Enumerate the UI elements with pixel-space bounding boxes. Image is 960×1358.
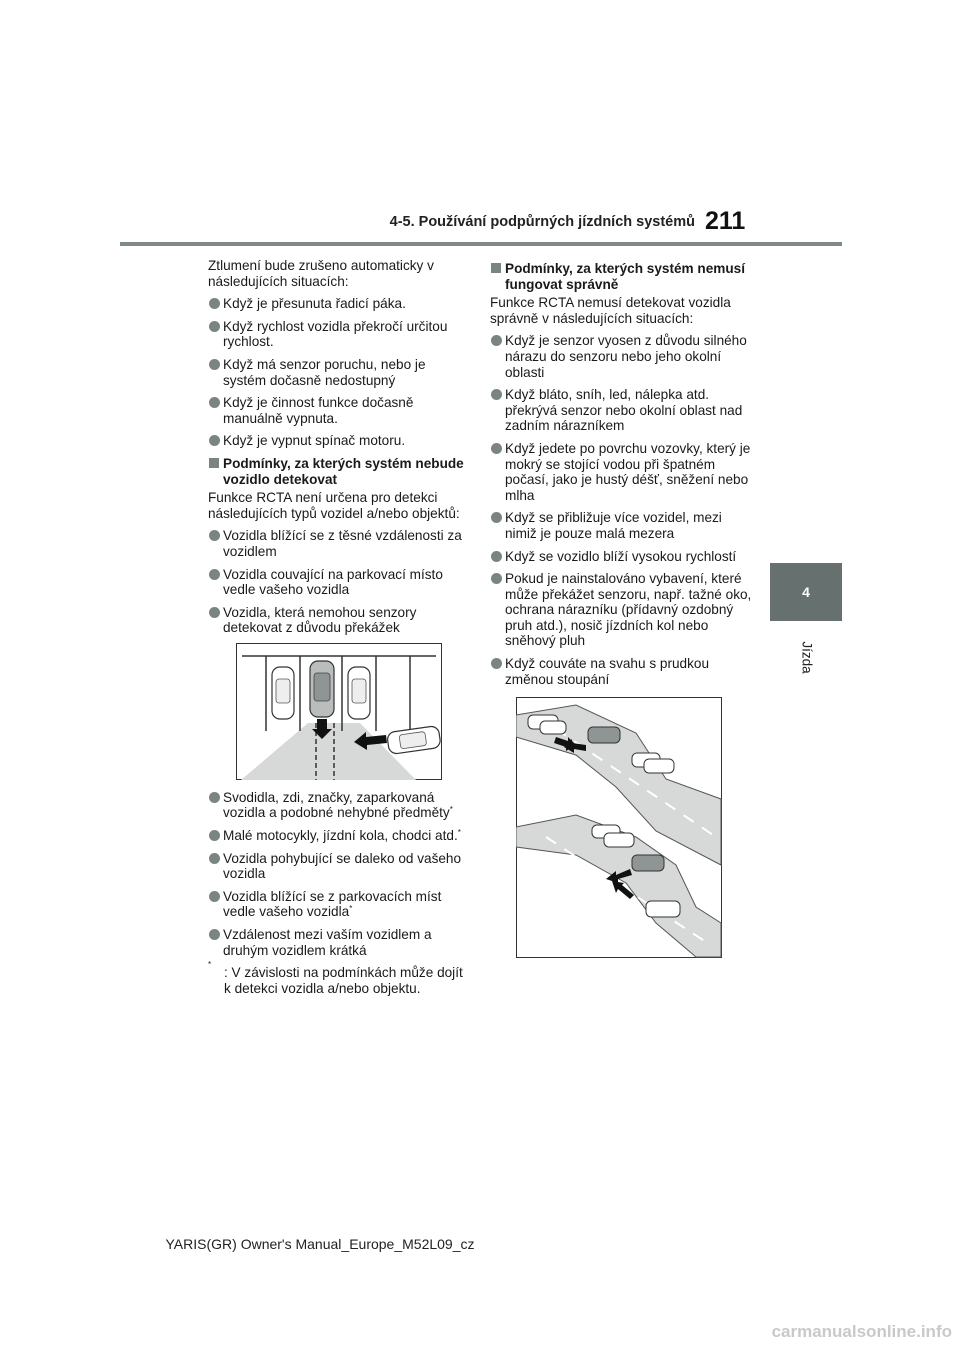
bullet-dot-icon (491, 658, 502, 669)
list-item: Vozidla blížící se z parkovacích míst vedle vašeho vozidla* (208, 889, 468, 920)
list-item: Malé motocykly, jízdní kola, chodci atd.* (208, 828, 468, 844)
bullet-dot-icon (209, 321, 220, 332)
square-bullet-icon (491, 263, 501, 273)
watermark: carmanualsonline.info (771, 1322, 952, 1341)
chapter-side-label (798, 632, 816, 682)
list-item: Svodidla, zdi, značky, zaparkovaná vozidla a podobné nehybné předměty* (208, 790, 468, 821)
list-item: Pokud je nainstalováno vybavení, které může překážet senzoru, např. tažné oko, ochrana nárazníku (přídavný ozdobný pruh atd.), nosič jízdních kol nebo sněhový pluh (490, 571, 752, 649)
list-item: Když je činnost funkce dočasně manuálně vypnuta. (208, 395, 468, 426)
list-item: Vozidla blížící se z těsné vzdálenosti za vozidlem (208, 528, 468, 559)
bullet-dot-icon (209, 929, 220, 940)
section-title: 4-5. Používání podpůrných jízdních systémů (389, 214, 695, 230)
list-item: Když jedete po povrchu vozovky, který je mokrý se stojící vodou při špatném počasí, jako je hustý déšť, sněžení nebo mlha (490, 441, 752, 503)
section-heading: Podmínky, za kterých systém nebude vozidlo detekovat (208, 456, 468, 487)
bullet-dot-icon (491, 551, 502, 562)
section-heading: Podmínky, za kterých systém nemusí fungovat správně (490, 261, 752, 292)
chapter-label: Jízda (799, 640, 815, 674)
list-item: Vozidla pohybující se daleko od vašeho vozidla (208, 851, 468, 882)
bullet-dot-icon (209, 853, 220, 864)
bullet-dot-icon (209, 607, 220, 618)
list-item: Když je vypnut spínač motoru. (208, 433, 468, 449)
cancel-intro: Ztlumení bude zrušeno automaticky v následujících situacích: (208, 258, 434, 289)
chapter-number: 4 (802, 584, 810, 600)
bullet-dot-icon (491, 389, 502, 400)
footnote: * : V závislosti na podmínkách může dojít k detekci vozidla a/nebo objektu. (208, 960, 463, 996)
list-item: Vozidla couvající na parkovací místo vedle vašeho vozidla (208, 567, 468, 598)
bullet-dot-icon (209, 792, 220, 803)
chapter-tab (770, 563, 842, 621)
bullet-dot-icon (209, 397, 220, 408)
bullet-dot-icon (209, 569, 220, 580)
list-item: Když bláto, sníh, led, nálepka atd. překrývá senzor nebo okolní oblast nad zadním nárazníkem (490, 387, 752, 434)
bullet-dot-icon (491, 573, 502, 584)
list-item: Když má senzor poruchu, nebo je systém dočasně nedostupný (208, 357, 468, 388)
bullet-dot-icon (209, 298, 220, 309)
bullet-dot-icon (209, 891, 220, 902)
list-item: Když je senzor vyosen z důvodu silného nárazu do senzoru nebo jeho okolní oblasti (490, 333, 752, 380)
bullet-dot-icon (491, 335, 502, 346)
list-item: Vozidla, která nemohou senzory detekovat z důvodu překážek (208, 605, 468, 636)
parking-illustration (236, 643, 442, 780)
square-bullet-icon (209, 458, 219, 468)
bullet-dot-icon (209, 359, 220, 370)
heading-intro: Funkce RCTA nemusí detekovat vozidla správně v následujících situacích: (490, 295, 731, 326)
slope-illustration (516, 697, 722, 958)
bullet-dot-icon (209, 530, 220, 541)
bullet-dot-icon (491, 512, 502, 523)
manual-id: YARIS(GR) Owner's Manual_Europe_M52L09_cz (165, 1236, 475, 1252)
header-rule (120, 242, 842, 246)
bullet-dot-icon (209, 435, 220, 446)
list-item: Když couváte na svahu s prudkou změnou stoupání (490, 656, 752, 687)
left-column (208, 258, 468, 996)
page-number: 211 (705, 207, 746, 235)
list-item: Když rychlost vozidla překročí určitou rychlost. (208, 319, 468, 350)
right-column (490, 258, 752, 968)
list-item: Když je přesunuta řadicí páka. (208, 296, 468, 312)
list-item: Když se vozidlo blíží vysokou rychlostí (490, 549, 752, 565)
bullet-dot-icon (209, 830, 220, 841)
list-item: Když se přibližuje více vozidel, mezi nimiž je pouze malá mezera (490, 510, 752, 541)
bullet-dot-icon (491, 443, 502, 454)
heading-intro: Funkce RCTA není určena pro detekci následujících typů vozidel a/nebo objektů: (208, 490, 460, 521)
list-item: Vzdálenost mezi vaším vozidlem a druhým vozidlem krátká (208, 927, 468, 958)
